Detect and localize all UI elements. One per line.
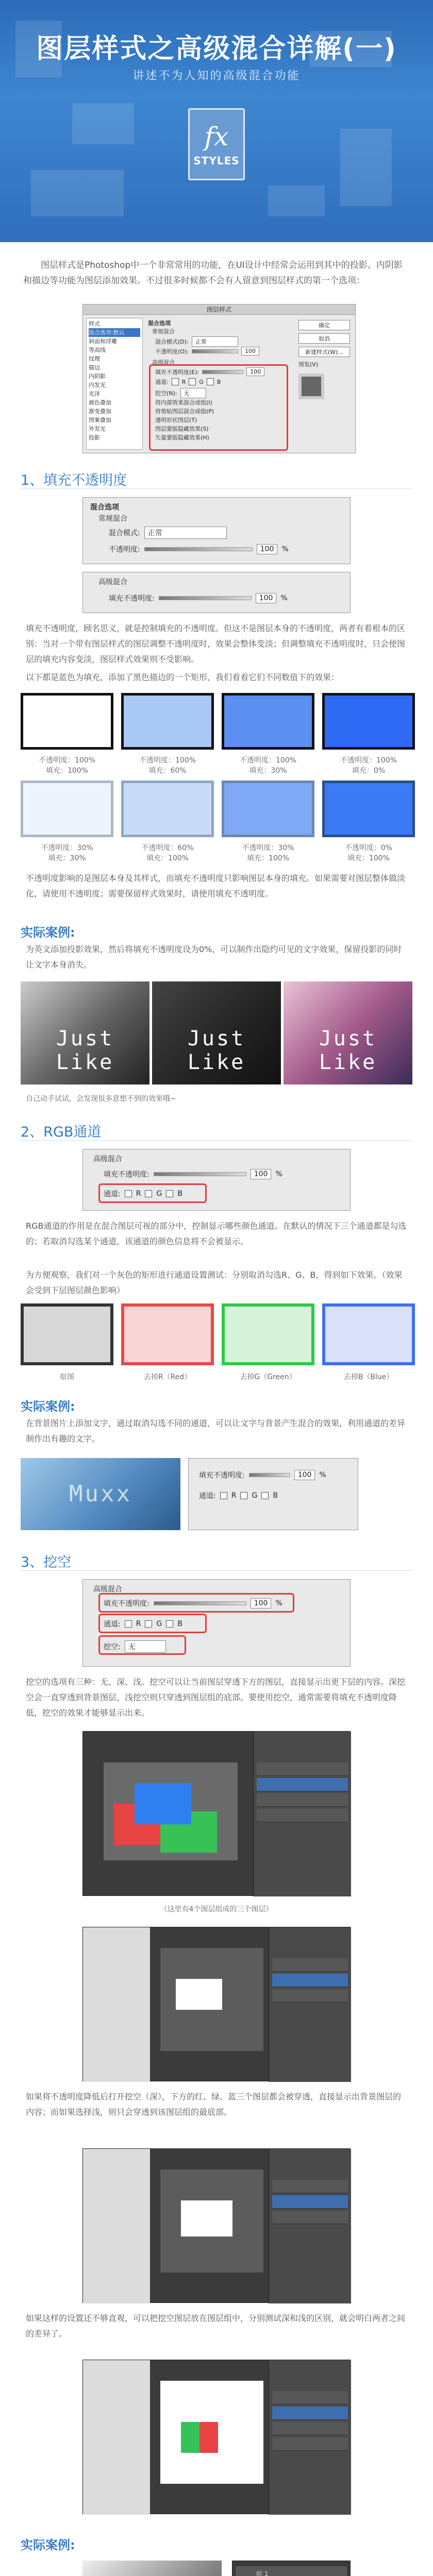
blend-mode-select[interactable]: 正常 bbox=[144, 527, 227, 539]
layer-row[interactable] bbox=[272, 2391, 348, 2404]
fx-label: fx bbox=[204, 122, 229, 151]
swatch-no-red bbox=[121, 1303, 214, 1365]
canvas bbox=[160, 2381, 263, 2484]
fill-opacity-label: 填充不透明度(E): bbox=[155, 368, 199, 376]
highlight-box bbox=[98, 1635, 186, 1655]
styles-list-item[interactable]: 光泽 bbox=[89, 391, 100, 397]
opacity-slider[interactable] bbox=[144, 547, 253, 551]
layer-row[interactable] bbox=[257, 1793, 348, 1807]
opacity-label: 不透明度(O): bbox=[155, 348, 189, 355]
ps-screenshot-knockout-deep bbox=[82, 2148, 351, 2303]
style-dialog-crop bbox=[83, 2360, 150, 2515]
highlight-box bbox=[98, 1614, 207, 1633]
channel-b-checkbox[interactable] bbox=[261, 1492, 269, 1499]
channels-label: 通道: bbox=[104, 1620, 121, 1629]
page-subtitle: 讲述不为人知的高级混合功能 bbox=[132, 70, 301, 82]
knockout-explanation: 挖空的选项有三种：无、深、浅。挖空可以让当前图层穿透下方的图层，直接显示出更下层的内容。深挖空会一直穿透到背景图层，浅挖空则只穿透到图层组的底部。要使用挖空，通常需要将填充不透明度降低，挖空的效果才能够显示出来。 bbox=[26, 1677, 406, 1718]
opacity-slider[interactable] bbox=[192, 349, 238, 353]
channel-b-label: B bbox=[177, 1620, 182, 1628]
percent-unit: % bbox=[281, 545, 289, 553]
canvas bbox=[160, 1948, 263, 2051]
swatch-opacity-0 bbox=[322, 781, 415, 837]
section-advanced: 高级混合 bbox=[152, 359, 175, 366]
knockout-label: 挖空: bbox=[104, 1643, 121, 1651]
ok-button[interactable]: 确定 bbox=[298, 320, 350, 330]
knockout-select[interactable]: 无 bbox=[125, 1640, 166, 1653]
muxx-knockout-photo bbox=[82, 2561, 222, 2576]
styles-list-item[interactable]: 内阴影 bbox=[89, 373, 106, 380]
blend-mode-label: 混合模式(D): bbox=[155, 338, 189, 345]
case-heading: 实际案例: bbox=[21, 925, 75, 940]
fill-opacity-label: 填充不透明度: bbox=[109, 595, 155, 603]
channel-b-label: B bbox=[273, 1492, 278, 1500]
styles-list-item[interactable]: 渐变叠加 bbox=[89, 408, 111, 415]
styles-list-item[interactable]: 外发光 bbox=[89, 426, 106, 432]
swatch-opacity-30b bbox=[222, 781, 314, 837]
section-blend-options: 混合选项 bbox=[148, 320, 171, 327]
page-title: 图层样式之高级混合详解(一) bbox=[36, 33, 397, 64]
ps-screenshot-knockout-group bbox=[82, 2360, 351, 2514]
fill-opacity-input[interactable]: 100 bbox=[294, 1470, 315, 1480]
fill-opacity-input[interactable]: 100 bbox=[251, 1598, 272, 1608]
channel-r-label: R bbox=[136, 1620, 141, 1628]
section-divider bbox=[21, 1140, 412, 1141]
knockout-hole bbox=[176, 1979, 222, 2010]
photo-text: Just Like bbox=[187, 1027, 246, 1074]
styles-list-item[interactable]: 颜色叠加 bbox=[89, 399, 111, 406]
swatch-no-blue bbox=[322, 1303, 415, 1365]
highlight-box bbox=[98, 1183, 207, 1203]
blend-mode-label: 混合模式: bbox=[109, 529, 140, 537]
layer-row[interactable] bbox=[272, 1958, 348, 1972]
swatch-caption: 不透明度：100% 填充：100% bbox=[38, 756, 96, 775]
fill-opacity-label: 填充不透明度: bbox=[104, 1600, 149, 1608]
layer-row[interactable] bbox=[272, 2180, 348, 2193]
fill-opacity-input[interactable]: 100 bbox=[251, 1169, 272, 1179]
advanced-blend-legend: 高级混合 bbox=[93, 1155, 122, 1163]
swatch-fill-0 bbox=[322, 693, 415, 750]
channels-label: 通道: bbox=[104, 1190, 121, 1198]
style-dialog-crop bbox=[83, 1927, 150, 2082]
checkbox-option[interactable]: 将剪贴图层混合成组(P) bbox=[155, 408, 214, 415]
layer-row[interactable] bbox=[257, 1762, 348, 1776]
layer-row[interactable] bbox=[272, 2211, 348, 2224]
percent-unit: % bbox=[319, 1471, 326, 1479]
muxx-image bbox=[21, 1458, 180, 1530]
case-heading: 实际案例: bbox=[21, 1399, 75, 1414]
channels-label: 通道: bbox=[199, 1492, 216, 1500]
layer-row[interactable] bbox=[257, 1778, 348, 1791]
opacity-label: 不透明度: bbox=[109, 546, 140, 554]
section-heading-knockout: 3、挖空 bbox=[21, 1554, 72, 1570]
case-heading: 实际案例: bbox=[21, 2538, 75, 2552]
advanced-blend-panel bbox=[82, 572, 351, 613]
fx-styles-icon bbox=[188, 108, 245, 180]
percent-unit: % bbox=[275, 1599, 282, 1607]
opacity-input[interactable]: 100 bbox=[241, 347, 259, 355]
knockout-panel bbox=[82, 1579, 351, 1667]
case-photo-2 bbox=[152, 981, 281, 1084]
channel-g-checkbox[interactable] bbox=[240, 1492, 247, 1499]
style-dialog-crop bbox=[83, 2149, 150, 2303]
new-style-button[interactable]: 新建样式(W)... bbox=[298, 347, 350, 357]
preview-swatch bbox=[298, 374, 324, 399]
layers-panel bbox=[269, 2149, 351, 2303]
layers-panel bbox=[269, 2360, 351, 2515]
channel-b-label: B bbox=[177, 1190, 182, 1198]
checkbox-option[interactable]: 将内部效果混合成组(I) bbox=[155, 399, 212, 406]
layer-row[interactable] bbox=[272, 2437, 348, 2451]
blend-options-legend: 混合选项 bbox=[90, 503, 119, 512]
swatch-caption: 不透明度：30% 填充：30% bbox=[41, 844, 93, 862]
case-text: 为英文添加投影效果，然后将填充不透明度设为0%，可以制作出隐约可见的文字效果，保留投影的同时让文字本身消失。 bbox=[26, 944, 402, 970]
checkbox-option[interactable]: 透明形状图层(T) bbox=[155, 417, 197, 423]
styles-list-item[interactable]: 样式 bbox=[89, 320, 100, 327]
opacity-comparison-text: 不透明度影响的是图层本身及其样式，而填充不透明度只影响图层本身的填充。如果需要对图层整体做淡化，请使用不透明度；需要保留样式效果时，请使用填充不透明度。 bbox=[26, 873, 406, 899]
styles-list-item[interactable]: 等高线 bbox=[89, 347, 106, 353]
case-caption: 自己动手试试，会发现很多意想不到的效果哦~ bbox=[26, 1095, 176, 1103]
styles-list-item[interactable]: 投影 bbox=[89, 434, 100, 441]
general-blend-panel bbox=[82, 497, 351, 564]
dialog-title: 图层样式 bbox=[83, 304, 355, 315]
opacity-input[interactable]: 100 bbox=[257, 544, 278, 554]
checkbox-option[interactable]: 矢量蒙版隐藏效果(H) bbox=[155, 434, 209, 441]
percent-unit: % bbox=[275, 1170, 282, 1178]
canvas bbox=[104, 1762, 238, 1860]
layer-style-dialog bbox=[82, 304, 356, 453]
layer-group-1[interactable]: 组 1 bbox=[236, 2566, 347, 2576]
layers-panel bbox=[232, 2561, 351, 2576]
styles-list-item[interactable]: 斜面和浮雕 bbox=[89, 338, 117, 345]
case-photo-3 bbox=[284, 981, 412, 1084]
screenshot-caption: （这里有4个图层组成的三个图层） bbox=[160, 1905, 273, 1913]
channel-g-label: G bbox=[156, 1190, 162, 1198]
fill-opacity-label: 填充不透明度: bbox=[104, 1171, 149, 1179]
layer-row[interactable] bbox=[272, 2195, 348, 2209]
swatch-caption: 去掉B（Blue） bbox=[343, 1373, 394, 1381]
channels-label: 通道: bbox=[155, 379, 169, 385]
ps-screenshot-layers bbox=[82, 1731, 351, 1896]
knockout-select[interactable]: 无 bbox=[180, 388, 206, 398]
blend-mode-select[interactable]: 正常 bbox=[192, 336, 238, 347]
swatch-caption: 去掉R（Red） bbox=[143, 1373, 192, 1381]
layers-panel bbox=[253, 1732, 351, 1896]
fill-opacity-label: 填充不透明度: bbox=[199, 1471, 245, 1480]
layers-panel bbox=[269, 1927, 351, 2082]
swatch-caption: 不透明度：60% 填充：100% bbox=[141, 844, 194, 862]
channel-b-label: B bbox=[216, 378, 221, 385]
blue-rect bbox=[135, 1783, 191, 1824]
fill-opacity-slider[interactable] bbox=[159, 596, 252, 600]
layer-row[interactable] bbox=[272, 2406, 348, 2420]
muxx-settings-panel bbox=[188, 1458, 358, 1530]
red-rect bbox=[199, 2422, 218, 2453]
highlight-box bbox=[98, 1593, 294, 1613]
swatch-caption: 原图 bbox=[60, 1373, 74, 1381]
fill-opacity-slider[interactable] bbox=[154, 1172, 246, 1176]
preview-checkbox[interactable]: 预览(V) bbox=[298, 361, 319, 368]
layer-row[interactable] bbox=[257, 1809, 348, 1822]
fill-opacity-input[interactable]: 100 bbox=[246, 367, 264, 376]
knockout-depth-text: 如果将不透明度降低后打开挖空（深），下方的红、绿、蓝三个图层都会被穿透，直接显示出背景图层的内容；而如果选择浅，则只会穿透到该图层组的最底部。 bbox=[26, 2092, 402, 2117]
swatch-fill-100 bbox=[21, 693, 113, 750]
styles-list-item[interactable]: 混合选项:默认 bbox=[89, 328, 140, 337]
green-rect bbox=[181, 2422, 199, 2453]
swatch-caption: 去掉G（Green） bbox=[240, 1373, 296, 1381]
styles-list-item[interactable]: 图案叠加 bbox=[89, 417, 111, 423]
rgb-channel-panel bbox=[82, 1149, 351, 1211]
cancel-button[interactable]: 取消 bbox=[298, 333, 350, 344]
swatch-opacity-60 bbox=[121, 781, 214, 837]
swatch-fill-30 bbox=[222, 693, 314, 750]
channel-r-label: R bbox=[231, 1492, 237, 1500]
photo-text: Just Like bbox=[319, 1027, 377, 1074]
ps-screenshot-knockout-shallow bbox=[82, 1927, 351, 2081]
swatch-caption: 不透明度：30% 填充：100% bbox=[242, 844, 294, 862]
muxx-text: Muxx bbox=[69, 1481, 132, 1507]
fill-opacity-explanation: 填充不透明度，顾名思义，就是控制填充的不透明度。但这不是图层本身的不透明度，两者有着根本的区别：当对一个带有图层样式的图层调整不透明度时，效果会整体变淡；但调整填充不透明度时，只会使图层的填充内容变淡，图层样式效果则不受影响。 bbox=[26, 623, 406, 664]
advanced-blend-legend: 高级混合 bbox=[98, 578, 127, 586]
case-photo-1 bbox=[21, 981, 149, 1084]
swatch-caption: 不透明度：100% 填充：0% bbox=[340, 756, 397, 775]
swatch-opacity-30 bbox=[21, 781, 113, 837]
fill-opacity-slider[interactable] bbox=[249, 1473, 290, 1477]
styles-list-item[interactable]: 内发光 bbox=[89, 382, 106, 388]
swatch-caption: 不透明度：0% 填充：100% bbox=[344, 844, 393, 862]
channel-r-label: R bbox=[136, 1190, 141, 1198]
swatch-original bbox=[21, 1303, 113, 1365]
checkbox-option[interactable]: 图层蒙版隐藏效果(S) bbox=[155, 426, 209, 432]
styles-label: STYLES bbox=[193, 155, 240, 167]
advanced-blend-legend: 高级混合 bbox=[93, 1585, 122, 1594]
styles-list-item[interactable]: 纹理 bbox=[89, 355, 100, 362]
swatch-caption: 不透明度：100% 填充：30% bbox=[239, 756, 297, 775]
swatch-no-green bbox=[222, 1303, 314, 1365]
channel-g-label: G bbox=[252, 1492, 258, 1500]
styles-list bbox=[86, 318, 143, 450]
knockout-group-text: 如果这样的设置还不够直观，可以把挖空图层放在图层组中，分别测试深和浅的区别，就会明白两者之间的差异了。 bbox=[26, 2313, 406, 2338]
rgb-explanation: RGB通道的作用是在混合图层可视的部分中，控制显示哪些颜色通道。在默认的情况下三个通道都是勾选的；若取消勾选某个通道，该通道的颜色信息将不会被显示。 bbox=[26, 1221, 407, 1246]
percent-unit: % bbox=[280, 594, 288, 602]
fill-opacity-input[interactable]: 100 bbox=[256, 593, 277, 603]
knockout-label: 挖空(N): bbox=[155, 390, 177, 397]
section-heading-fill-opacity: 1、填充不透明度 bbox=[21, 472, 127, 488]
photo-text: Just Like bbox=[56, 1027, 114, 1074]
swatch-caption: 不透明度：100% 填充：60% bbox=[139, 756, 196, 775]
rgb-example-intro: 为方便观察，我们对一个灰色的矩形进行通道设置测试：分别取消勾选R、G、B，得到如下效果。（效果会受到下层图层颜色影响） bbox=[26, 1270, 403, 1295]
layer-row[interactable] bbox=[272, 2422, 348, 2435]
general-blend-legend: 常规混合 bbox=[98, 515, 127, 523]
channel-g-label: G bbox=[156, 1620, 162, 1628]
case-text: 在背景图片上添加文字，通过取消勾选不同的通道，可以让文字与背景产生混合的效果，利用通道的差异制作出有趣的文字。 bbox=[26, 1418, 406, 1444]
channel-r-label: R bbox=[181, 378, 186, 385]
channel-r-checkbox[interactable] bbox=[220, 1492, 227, 1499]
styles-list-item[interactable]: 描边 bbox=[89, 364, 100, 371]
layer-row[interactable] bbox=[272, 1974, 348, 1987]
highlight-box bbox=[149, 364, 288, 451]
section-general: 常规混合 bbox=[152, 328, 175, 335]
section-divider bbox=[21, 488, 412, 489]
intro-text: 图层样式是Photoshop中一个非常常用的功能，在UI设计中经常会运用到其中的投影、内阴影和描边等功能为图层添加效果。不过很多时候都不会有人留意到图层样式的第一个选项： bbox=[23, 260, 403, 286]
hero-banner bbox=[0, 0, 433, 242]
knockout-hole bbox=[181, 2200, 232, 2236]
swatch-fill-60 bbox=[121, 693, 214, 750]
section-heading-rgb: 2、RGB通道 bbox=[21, 1124, 102, 1140]
layer-row[interactable] bbox=[272, 1989, 348, 2003]
section-divider bbox=[21, 1570, 412, 1571]
canvas bbox=[160, 2170, 263, 2273]
channel-g-label: G bbox=[199, 378, 204, 385]
fill-opacity-example-intro: 以下都是蓝色为填充，添加了黑色描边的一个矩形，我们看看它们不同数值下的效果： bbox=[26, 672, 340, 682]
